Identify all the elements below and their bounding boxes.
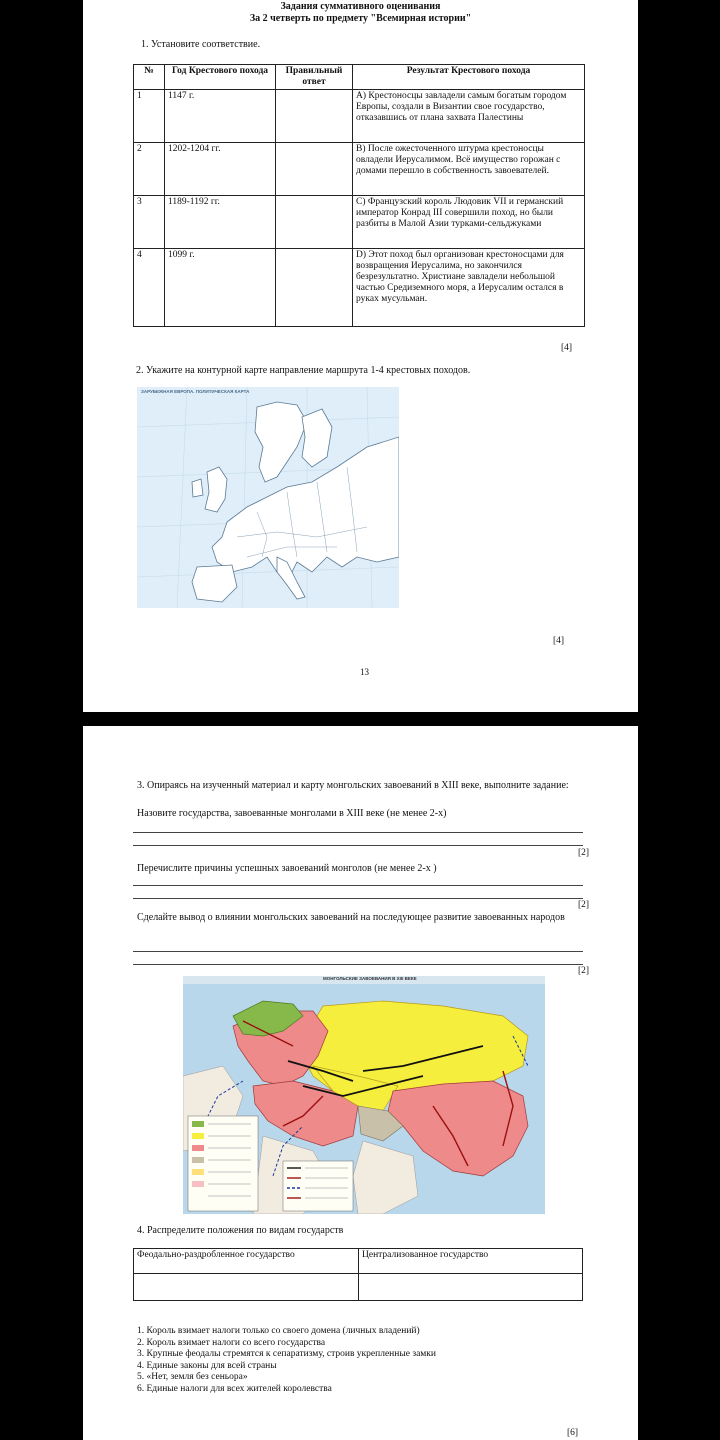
crusades-matching-table: [133, 64, 585, 327]
col-header-centralized: Централизованное государство: [359, 1249, 583, 1274]
answer-line[interactable]: [133, 845, 583, 846]
statements-list: [137, 1326, 436, 1395]
answer-cell-feudal[interactable]: [134, 1274, 359, 1301]
table-row: [134, 196, 585, 249]
row-answer-cell[interactable]: [276, 90, 353, 143]
table-row: [134, 143, 585, 196]
question-3-label: 3. Опираясь на изученный материал и карту монгольских завоеваний в XIII веке, выполните задание:: [137, 780, 569, 791]
answer-line[interactable]: [133, 898, 583, 899]
col-header-result: Результат Крестового похода: [353, 65, 585, 90]
mongol-conquests-map[interactable]: [183, 976, 545, 1214]
list-item: 3. Крупные феодалы стремятся к сепаратизму, строив укрепленные замки: [137, 1349, 436, 1359]
europe-map-title: ЗАРУБЕЖНАЯ ЕВРОПА. ПОЛИТИЧЕСКАЯ КАРТА: [141, 389, 250, 394]
table-header-row: [134, 65, 585, 90]
col-header-year: Год Крестового похода: [165, 65, 276, 90]
score-question-4: [6]: [567, 1428, 579, 1438]
list-item: 2. Король взимает налоги со всего государства: [137, 1337, 326, 1348]
list-item: 5. «Нет, земля без сеньора»: [137, 1372, 248, 1382]
question-3c-prompt: Сделайте вывод о влиянии монгольских завоеваний на последующее развитие завоеванных народов: [137, 912, 565, 923]
list-item: 1. Король взимает налоги только со своего домена (личных владений): [137, 1326, 420, 1336]
question-3b-prompt: Перечислите причины успешных завоеваний монголов (не менее 2-х ): [137, 863, 437, 874]
europe-map-graphic: [137, 387, 399, 608]
row-result: B) После ожесточенного штурма крестоносцы овладели Иерусалимом. Всё имущество горожан с домами перешло в собственность завоевателей.: [353, 143, 585, 196]
question-2-label: 2. Укажите на контурной карте направление маршрута 1-4 крестовых походов.: [136, 365, 471, 376]
answer-line[interactable]: [133, 951, 583, 952]
score-question-3b: [2]: [578, 900, 590, 910]
table-row: [134, 249, 585, 327]
answer-cell-centralized[interactable]: [359, 1274, 583, 1301]
col-header-feudal: Феодально-раздробленное государство: [134, 1249, 359, 1274]
row-year: 1202-1204 гг.: [165, 143, 276, 196]
row-answer-cell[interactable]: [276, 143, 353, 196]
table-row: [134, 90, 585, 143]
row-result: D) Этот поход был организован крестоносцами для возвращения Иерусалима, но закончился безрезультатно. Христиане завладели небольшой частью Средиземного моря, а Иерусалим остался в руках мусульман.: [353, 249, 585, 327]
row-number: 3: [134, 196, 165, 249]
row-answer-cell[interactable]: [276, 249, 353, 327]
europe-contour-map[interactable]: [137, 387, 399, 608]
mongol-map-graphic: [183, 976, 545, 1214]
question-1-label: 1. Установите соответствие.: [141, 39, 261, 50]
score-question-3a: [2]: [578, 848, 590, 858]
row-number: 1: [134, 90, 165, 143]
score-question-1: [4]: [561, 343, 573, 353]
row-year: 1189-1192 гг.: [165, 196, 276, 249]
page-title: Задания суммативного оценивания: [280, 1, 441, 12]
score-question-2: [4]: [553, 636, 565, 646]
answer-line[interactable]: [133, 885, 583, 886]
score-question-3c: [2]: [578, 966, 590, 976]
worksheet-page-2: [83, 726, 638, 1440]
row-year: 1099 г.: [165, 249, 276, 327]
list-item: 6. Единые налоги для всех жителей королевства: [137, 1383, 332, 1394]
page-number: 13: [360, 667, 369, 677]
page-subtitle: За 2 четверть по предмету "Всемирная истории": [249, 13, 472, 24]
row-result: A) Крестоносцы завладели самым богатым городом Европы, создали в Византии свое государство, отказавшись от плана захвата Палестины: [353, 90, 585, 143]
row-result: C) Французский король Людовик VII и германский император Конрад III совершили поход, но были разбиты в Малой Азии турками-сельджуками: [353, 196, 585, 249]
row-number: 2: [134, 143, 165, 196]
question-4-label: 4. Распределите положения по видам государств: [137, 1225, 344, 1236]
row-number: 4: [134, 249, 165, 327]
answer-line[interactable]: [133, 832, 583, 833]
question-3a-prompt: Назовите государства, завоеванные монголами в XIII веке (не менее 2-х): [137, 808, 447, 819]
col-header-answer: Правильный ответ: [276, 65, 353, 90]
worksheet-page-1: [83, 0, 638, 712]
row-answer-cell[interactable]: [276, 196, 353, 249]
mongol-map-title: МОНГОЛЬСКИЕ ЗАВОЕВАНИЯ В XIII ВЕКЕ: [323, 976, 417, 981]
answer-line[interactable]: [133, 964, 583, 965]
state-types-table: [133, 1248, 583, 1301]
table-row: [134, 1274, 583, 1301]
table-header-row: [134, 1249, 583, 1274]
list-item: 4. Единые законы для всей страны: [137, 1360, 277, 1371]
col-header-number: №: [134, 65, 165, 90]
row-year: 1147 г.: [165, 90, 276, 143]
